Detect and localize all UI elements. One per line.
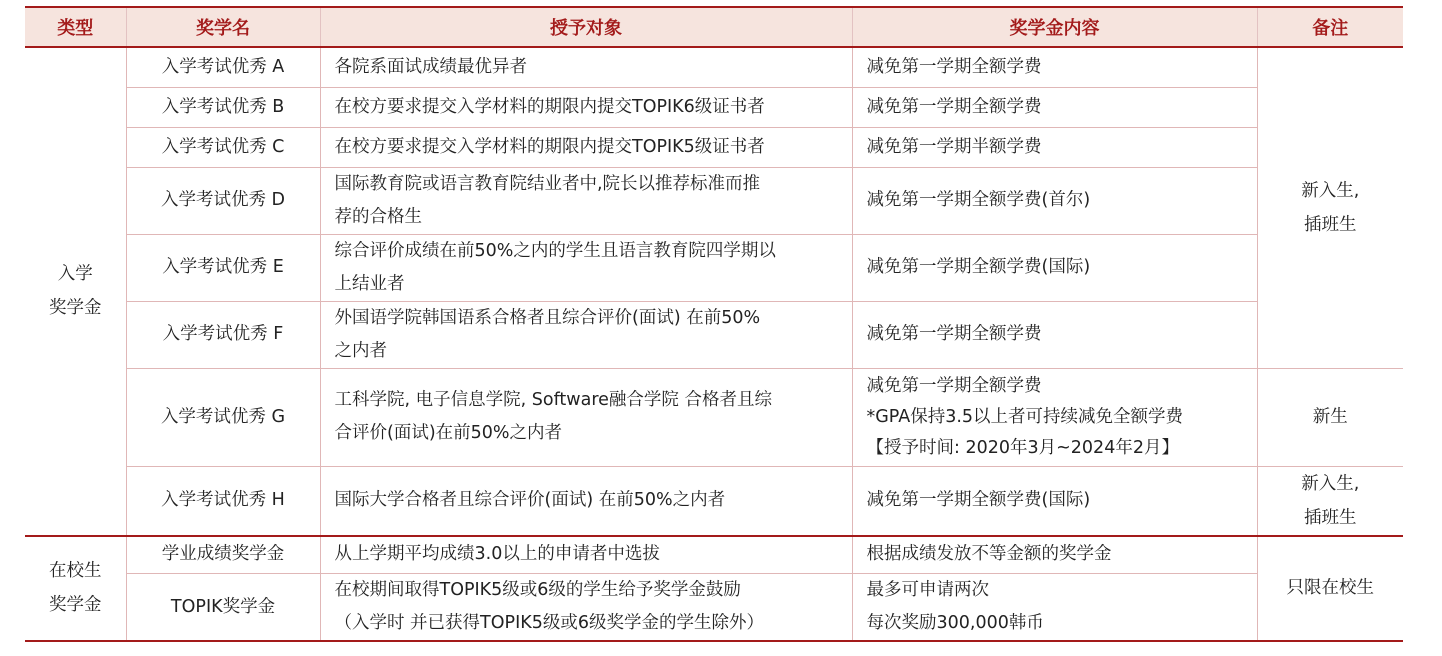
target-text: 之内者 — [334, 340, 387, 361]
target-text: 荐的合格生 — [334, 206, 422, 227]
target-text: 在校期间取得TOPIK5级或6级的学生给予奖学金鼓励 — [334, 580, 741, 600]
target-text: 在校方要求提交入学材料的期限内提交TOPIK5级证书者 — [334, 136, 765, 157]
target-cell — [320, 301, 852, 368]
target-text: 外国语学院韩国语系合格者且综合评价(面试) 在前50% — [334, 307, 761, 328]
scholarship-name: 入学考试优秀 A — [126, 47, 320, 87]
table-row — [25, 574, 1403, 642]
target-cell — [320, 368, 852, 466]
header-name: 奖学名 — [126, 7, 320, 47]
content-text: 每次奖励300,000韩币 — [866, 613, 1044, 633]
header-notes: 备注 — [1257, 7, 1403, 47]
target-cell — [320, 536, 852, 574]
content-cell — [852, 127, 1257, 167]
content-text: 减免第一学期全额学费 — [866, 56, 1042, 77]
table-row — [25, 466, 1403, 536]
scholarship-name: 入学考试优秀 G — [126, 368, 320, 466]
header-target: 授予对象 — [320, 7, 852, 47]
scholarship-name: 入学考试优秀 E — [126, 234, 320, 301]
type-cell-enrolled — [25, 536, 126, 642]
table-row — [25, 167, 1403, 234]
target-cell — [320, 47, 852, 87]
target-cell — [320, 234, 852, 301]
target-text: （入学时 并已获得TOPIK5级或6级奖学金的学生除外） — [334, 613, 764, 633]
type-cell-entrance — [25, 47, 126, 536]
content-cell — [852, 47, 1257, 87]
target-cell — [320, 127, 852, 167]
target-cell — [320, 87, 852, 127]
scholarship-table — [25, 6, 1403, 642]
type-label: 奖学金 — [49, 298, 102, 319]
target-cell — [320, 466, 852, 536]
content-text: 减免第一学期全额学费 — [866, 96, 1042, 117]
target-text: 上结业者 — [334, 273, 405, 294]
content-cell — [852, 167, 1257, 234]
target-text: 国际教育院或语言教育院结业者中,院长以推荐标准而推 — [334, 173, 761, 194]
notes-text: 新入生, — [1301, 180, 1360, 201]
target-text: 各院系面试成绩最优异者 — [334, 56, 527, 77]
content-cell — [852, 87, 1257, 127]
content-cell — [852, 536, 1257, 574]
notes-text: 新生 — [1312, 407, 1348, 427]
type-label: 入学 — [57, 264, 93, 285]
table-row — [25, 47, 1403, 87]
content-cell — [852, 234, 1257, 301]
content-text: 根据成绩发放不等金额的奖学金 — [866, 544, 1112, 565]
notes-cell — [1257, 466, 1403, 536]
table-row — [25, 127, 1403, 167]
content-text: 减免第一学期全额学费(国际) — [866, 490, 1091, 510]
type-label: 奖学金 — [49, 595, 102, 616]
notes-cell — [1257, 47, 1403, 368]
header-row — [25, 7, 1403, 47]
content-text: 【授予时间: 2020年3月~2024年2月】 — [866, 437, 1179, 458]
target-cell — [320, 167, 852, 234]
notes-cell — [1257, 536, 1403, 642]
content-cell — [852, 466, 1257, 536]
content-cell — [852, 574, 1257, 642]
notes-text: 只限在校生 — [1286, 578, 1374, 599]
scholarship-name: 入学考试优秀 F — [126, 301, 320, 368]
target-text: 工科学院, 电子信息学院, Software融合学院 合格者且综 — [334, 390, 772, 410]
scholarship-name: TOPIK奖学金 — [126, 574, 320, 642]
scholarship-name: 入学考试优秀 B — [126, 87, 320, 127]
content-text: 减免第一学期半额学费 — [866, 136, 1042, 157]
notes-cell — [1257, 368, 1403, 466]
header-content: 奖学金内容 — [852, 7, 1257, 47]
table-row — [25, 301, 1403, 368]
scholarship-name: 入学考试优秀 H — [126, 466, 320, 536]
content-text: 减免第一学期全额学费(首尔) — [866, 190, 1091, 210]
content-cell — [852, 368, 1257, 466]
content-text: 减免第一学期全额学费(国际) — [866, 257, 1091, 277]
table-row — [25, 87, 1403, 127]
content-text: 减免第一学期全额学费 — [866, 375, 1042, 396]
target-text: 在校方要求提交入学材料的期限内提交TOPIK6级证书者 — [334, 96, 765, 117]
scholarship-name: 学业成绩奖学金 — [126, 536, 320, 574]
type-label: 在校生 — [49, 561, 102, 582]
target-text: 从上学期平均成绩3.0以上的申请者中选拔 — [334, 544, 660, 565]
content-text: *GPA保持3.5以上者可持续减免全额学费 — [866, 406, 1184, 427]
content-text: 减免第一学期全额学费 — [866, 324, 1042, 344]
notes-text: 插班生 — [1304, 214, 1357, 235]
content-cell — [852, 301, 1257, 368]
table-row — [25, 368, 1403, 466]
table-row — [25, 234, 1403, 301]
target-cell — [320, 574, 852, 642]
content-text: 最多可申请两次 — [866, 580, 989, 600]
table-row — [25, 536, 1403, 574]
scholarship-name: 入学考试优秀 C — [126, 127, 320, 167]
notes-text: 插班生 — [1304, 507, 1357, 528]
scholarship-name: 入学考试优秀 D — [126, 167, 320, 234]
header-type: 类型 — [25, 7, 126, 47]
target-text: 合评价(面试)在前50%之内者 — [334, 423, 563, 443]
notes-text: 新入生, — [1301, 473, 1360, 494]
target-text: 国际大学合格者且综合评价(面试) 在前50%之内者 — [334, 490, 726, 510]
target-text: 综合评价成绩在前50%之内的学生且语言教育院四学期以 — [334, 240, 776, 261]
